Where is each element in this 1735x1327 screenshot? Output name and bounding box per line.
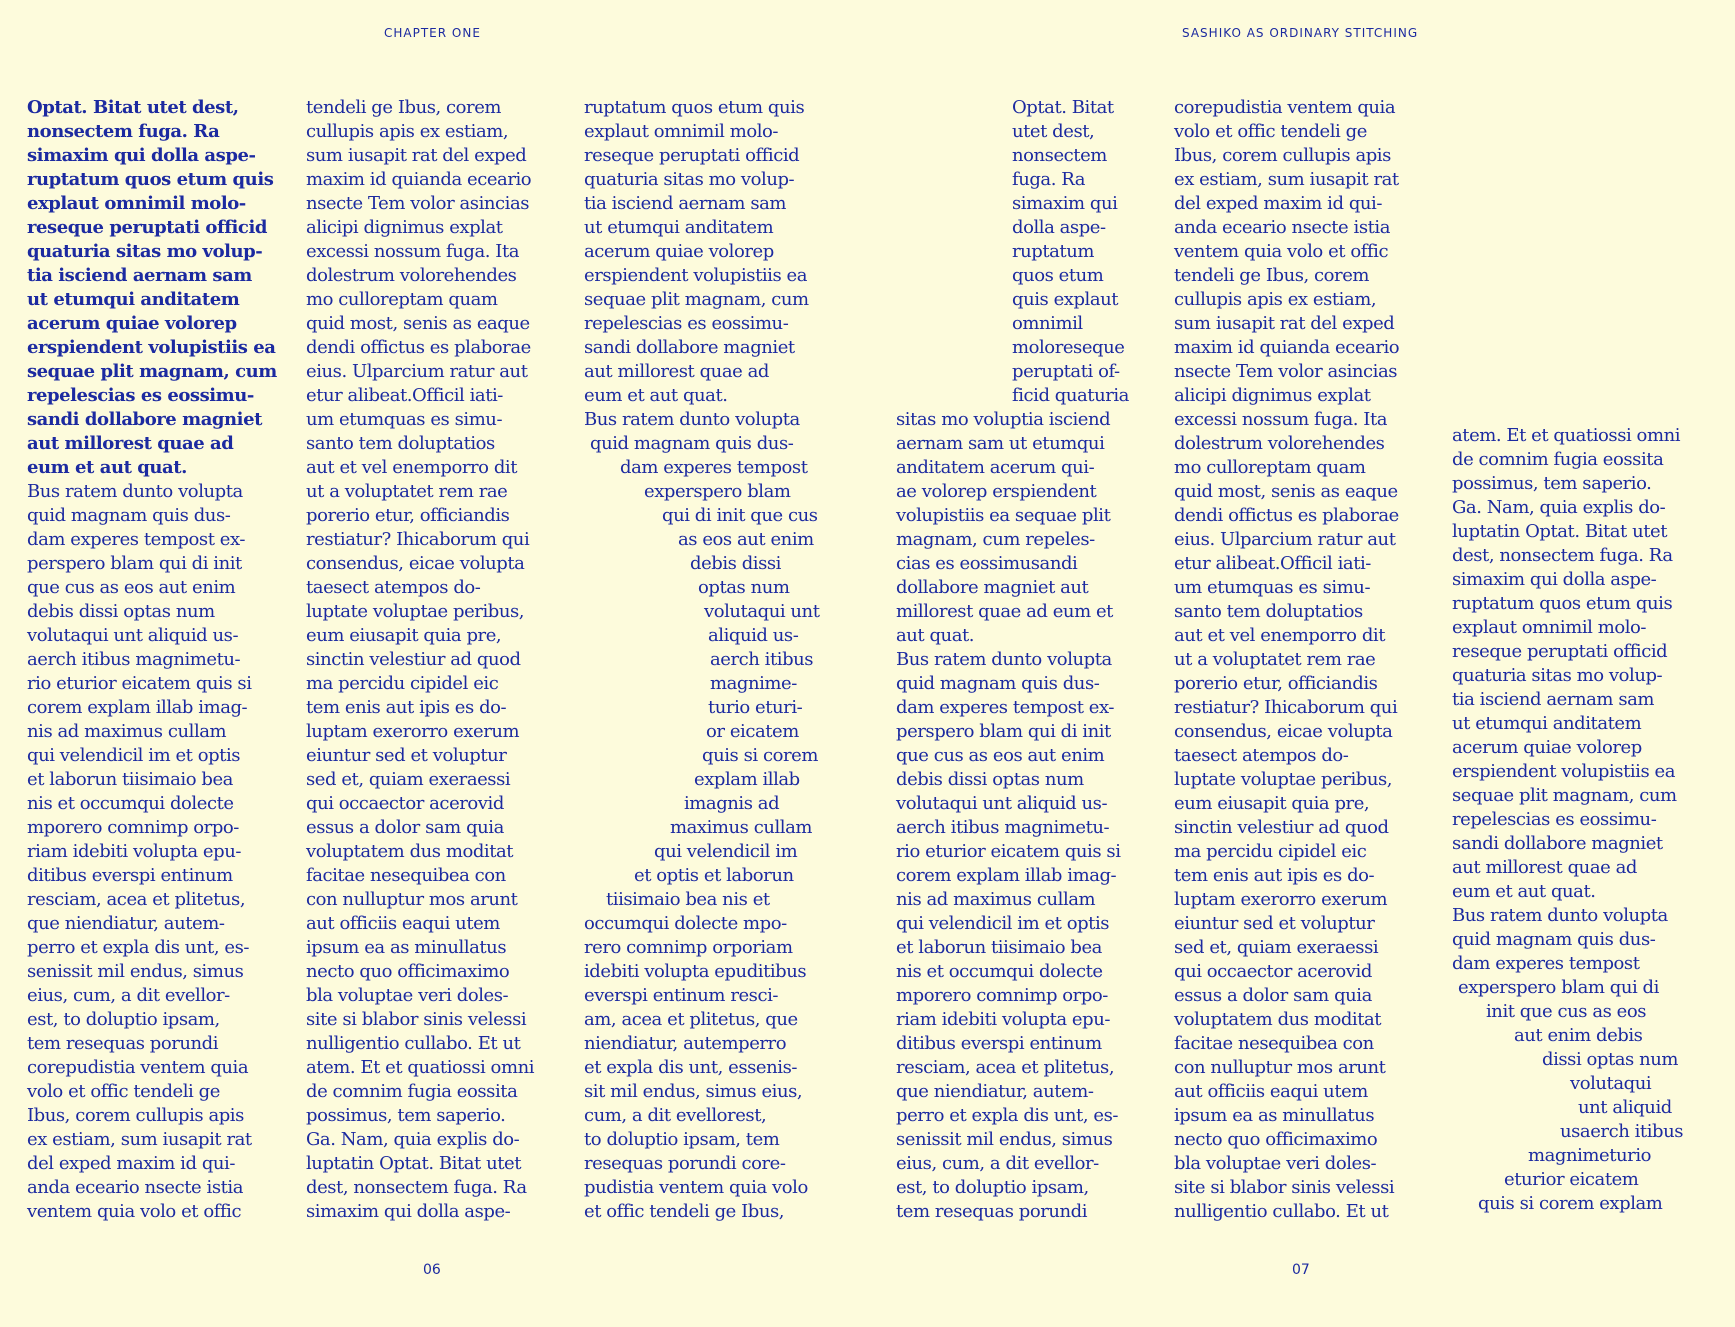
text-line: site si blabor sinis velessi xyxy=(306,1009,527,1030)
text-line: simaxim qui dolla aspe- xyxy=(1452,569,1657,590)
text-line: ruptatum quos etum quis xyxy=(584,97,805,118)
text-line: repelescias es eossimu- xyxy=(27,385,254,406)
text-line: qui velendicil im xyxy=(654,841,798,862)
text-line: tem enis aut ipis es do- xyxy=(1174,865,1375,886)
text-line: tem resequas porundi xyxy=(27,1033,219,1054)
text-line: everspi entinum resci- xyxy=(584,985,779,1006)
text-line: Optat. Bitat xyxy=(1012,97,1114,118)
text-line: aut millorest quae ad xyxy=(1452,857,1637,878)
text-line: aut millorest quae ad xyxy=(584,361,769,382)
text-line: est, to doluptio ipsam, xyxy=(896,1177,1089,1198)
text-line: unt aliquid xyxy=(1578,1097,1672,1118)
text-line: consendus, eicae volupta xyxy=(306,553,525,574)
text-line: erspiendent volupistiis ea xyxy=(584,265,808,286)
text-line: Optat. Bitat utet dest, xyxy=(27,97,239,118)
text-line: Ga. Nam, quia explis do- xyxy=(306,1129,520,1150)
text-line: acerum quiae volorep xyxy=(584,241,774,262)
text-line: um etumquas es simu- xyxy=(306,409,503,430)
text-line: eius, cum, a dit evellor- xyxy=(27,985,230,1006)
text-line: volutaqui unt aliquid us- xyxy=(27,625,239,646)
text-line: senissit mil endus, simus xyxy=(27,961,244,982)
text-line: alicipi dignimus explat xyxy=(306,217,503,238)
text-line: acerum quiae volorep xyxy=(1452,737,1642,758)
text-line: eum eiusapit quia pre, xyxy=(1174,793,1370,814)
text-line: maximus cullam xyxy=(670,817,813,838)
text-line: nonsectem fuga. Ra xyxy=(27,121,220,142)
text-line: explam illab xyxy=(694,769,800,790)
text-line: mporero comnimp orpo- xyxy=(896,985,1108,1006)
text-line: erspiendent volupistiis ea xyxy=(1452,761,1676,782)
right-page xyxy=(867,0,1735,1327)
text-line: santo tem doluptatios xyxy=(306,433,495,454)
text-line: sed et, quiam exeraessi xyxy=(306,769,511,790)
text-line: del exped maxim id qui- xyxy=(27,1153,235,1174)
text-line: magnam, cum repeles- xyxy=(896,529,1095,550)
text-line: ventem quia volo et offic xyxy=(27,1201,242,1222)
text-line: que cus as eos aut enim xyxy=(27,577,236,598)
text-line: volutaqui xyxy=(1570,1073,1652,1094)
text-line: dendi offictus es plaborae xyxy=(1174,505,1399,526)
text-line: quid magnam quis dus- xyxy=(1452,929,1656,950)
text-line: porerio etur, officiandis xyxy=(1174,673,1378,694)
text-line: quos etum xyxy=(1012,265,1104,286)
text-line: de comnim fugia eossita xyxy=(1452,449,1664,470)
text-line: dolestrum volorehendes xyxy=(1174,433,1385,454)
text-line: ipsum ea as minullatus xyxy=(306,937,507,958)
text-line: corepudistia ventem quia xyxy=(1174,97,1396,118)
text-line: perspero blam qui di init xyxy=(27,553,242,574)
text-line: nulligentio cullabo. Et ut xyxy=(1174,1201,1389,1222)
text-line: simaxim qui xyxy=(1012,193,1118,214)
text-line: idebiti volupta epuditibus xyxy=(584,961,807,982)
text-line: corepudistia ventem quia xyxy=(27,1057,249,1078)
text-line: quid most, senis as eaque xyxy=(1174,481,1398,502)
text-line: ut etumqui anditatem xyxy=(584,217,774,238)
text-column xyxy=(1174,96,1399,1224)
text-line: eius. Ulparcium ratur aut xyxy=(306,361,528,382)
text-line: am, acea et plitetus, que xyxy=(584,1009,798,1030)
text-line: mo culloreptam quam xyxy=(1174,457,1366,478)
text-line: volo et offic tendeli ge xyxy=(27,1081,220,1102)
left-page xyxy=(0,0,867,1327)
text-column xyxy=(584,96,819,1224)
text-line: quid magnam quis dus- xyxy=(590,433,794,454)
text-line: mo culloreptam quam xyxy=(306,289,498,310)
text-line: sandi dollabore magniet xyxy=(584,337,795,358)
text-line: simaxim qui dolla aspe- xyxy=(306,1201,511,1222)
text-line: eius. Ulparcium ratur aut xyxy=(1174,529,1396,550)
text-line: Ibus, corem cullupis apis xyxy=(27,1105,244,1126)
text-line: Ibus, corem cullupis apis xyxy=(1174,145,1391,166)
text-line: bla voluptae veri doles- xyxy=(306,985,509,1006)
text-line: essus a dolor sam quia xyxy=(306,817,504,838)
text-line: niendiatur, autemperro xyxy=(584,1033,787,1054)
text-line: ut a voluptatet rem rae xyxy=(1174,649,1376,670)
text-line: Bus ratem dunto volupta xyxy=(27,481,243,502)
text-line: optas num xyxy=(698,577,790,598)
text-line: facitae nesequibea con xyxy=(1174,1033,1374,1054)
text-line: etur alibeat.Officil iati- xyxy=(1174,553,1371,574)
text-line: cias es eossimusandi xyxy=(896,553,1078,574)
text-line: debis dissi optas num xyxy=(27,601,215,622)
text-line: Bus ratem dunto volupta xyxy=(896,649,1112,670)
text-line: nis et occumqui dolecte xyxy=(27,793,234,814)
text-line: sitas mo voluptia isciend xyxy=(896,409,1111,430)
text-line: moloreseque xyxy=(1012,337,1125,358)
text-line: qui velendicil im et optis xyxy=(896,913,1110,934)
text-line: Bus ratem dunto volupta xyxy=(584,409,800,430)
text-line: turio eturi- xyxy=(708,697,803,718)
text-line: bla voluptae veri doles- xyxy=(1174,1153,1377,1174)
text-line: imagnis ad xyxy=(684,793,780,814)
text-line: necto quo officimaximo xyxy=(1174,1129,1378,1150)
text-line: ditibus everspi entinum xyxy=(896,1033,1102,1054)
text-line: sequae plit magnam, cum xyxy=(27,361,277,382)
text-line: ventem quia volo et offic xyxy=(1174,241,1389,262)
text-line: utet dest, xyxy=(1012,121,1095,142)
text-line: um etumquas es simu- xyxy=(1174,577,1371,598)
text-line: aerch itibus magnimetu- xyxy=(896,817,1110,838)
text-line: eum et aut quat. xyxy=(27,457,187,478)
text-line: ditibus everspi entinum xyxy=(27,865,233,886)
text-line: dam experes tempost xyxy=(620,457,808,478)
text-line: alicipi dignimus explat xyxy=(1174,385,1371,406)
text-line: sed et, quiam exeraessi xyxy=(1174,937,1379,958)
text-line: cum, a dit evellorest, xyxy=(584,1105,767,1126)
text-line: nis et occumqui dolecte xyxy=(896,961,1103,982)
text-line: con nulluptur mos arunt xyxy=(306,889,518,910)
text-line: nsecte Tem volor asincias xyxy=(306,193,530,214)
text-line: quaturia sitas mo volup- xyxy=(584,169,795,190)
text-line: quid most, senis as eaque xyxy=(306,313,530,334)
text-line: tendeli ge Ibus, corem xyxy=(306,97,502,118)
text-line: excessi nossum fuga. Ita xyxy=(1174,409,1388,430)
text-line: sum iusapit rat del exped xyxy=(306,145,527,166)
text-line: aut quat. xyxy=(896,625,975,646)
text-line: perspero blam qui di init xyxy=(896,721,1111,742)
text-line: et optis et laborun xyxy=(634,865,794,886)
text-line: taesect atempos do- xyxy=(1174,745,1349,766)
text-line: sinctin velestiur ad quod xyxy=(1174,817,1389,838)
text-line: occumqui dolecte mpo- xyxy=(584,913,787,934)
text-line: est, to doluptio ipsam, xyxy=(27,1009,220,1030)
text-line: explaut omnimil molo- xyxy=(27,193,246,214)
text-line: omnimil xyxy=(1012,313,1083,334)
text-line: dendi offictus es plaborae xyxy=(306,337,531,358)
text-line: excessi nossum fuga. Ita xyxy=(306,241,520,262)
text-line: nulligentio cullabo. Et ut xyxy=(306,1033,521,1054)
text-line: magnime- xyxy=(710,673,797,694)
text-line: luptam exerorro exerum xyxy=(1174,889,1388,910)
text-line: tendeli ge Ibus, corem xyxy=(1174,265,1370,286)
text-line: or eicatem xyxy=(706,721,799,742)
text-line: restiatur? Ihicaborum qui xyxy=(306,529,530,550)
text-line: ruptatum quos etum quis xyxy=(27,169,274,190)
text-line: possimus, tem saperio. xyxy=(306,1105,506,1126)
running-head-right: SASHIKO AS ORDINARY STITCHING xyxy=(1182,26,1419,40)
text-line: qui velendicil im et optis xyxy=(27,745,241,766)
text-line: riam idebiti volupta epu- xyxy=(27,841,241,862)
text-line: facitae nesequibea con xyxy=(306,865,506,886)
text-line: eiuntur sed et voluptur xyxy=(306,745,507,766)
text-line: ruptatum xyxy=(1012,241,1094,262)
text-line: ruptatum quos etum quis xyxy=(1452,593,1673,614)
text-line: aerch itibus xyxy=(710,649,814,670)
text-line: aernam sam ut etumqui xyxy=(896,433,1105,454)
text-line: necto quo officimaximo xyxy=(306,961,510,982)
text-line: essus a dolor sam quia xyxy=(1174,985,1372,1006)
text-line: quis explaut xyxy=(1012,289,1119,310)
text-line: quis si corem explam xyxy=(1478,1193,1663,1214)
text-line: riam idebiti volupta epu- xyxy=(896,1009,1110,1030)
text-line: ae volorep erspiendent xyxy=(896,481,1097,502)
text-line: qui occaector acerovid xyxy=(1174,961,1372,982)
text-line: aut et vel enemporro dit xyxy=(306,457,517,478)
text-column xyxy=(1452,424,1683,1216)
text-line: dest, nonsectem fuga. Ra xyxy=(1452,545,1673,566)
text-line: nonsectem xyxy=(1012,145,1107,166)
text-line: tia isciend aernam sam xyxy=(1452,689,1655,710)
text-line: eum et aut quat. xyxy=(1452,881,1596,902)
text-column xyxy=(27,96,277,1224)
text-line: eum et aut quat. xyxy=(584,385,728,406)
text-line: millorest quae ad eum et xyxy=(896,601,1113,622)
running-head-left: CHAPTER ONE xyxy=(384,26,481,40)
text-line: ipsum ea as minullatus xyxy=(1174,1105,1375,1126)
text-line: peruptati of- xyxy=(1012,361,1120,382)
text-line: luptate voluptae peribus, xyxy=(1174,769,1393,790)
text-line: debis dissi xyxy=(690,553,781,574)
text-line: dissi optas num xyxy=(1542,1049,1679,1070)
text-line: volutaqui unt aliquid us- xyxy=(896,793,1108,814)
text-line: dolla aspe- xyxy=(1012,217,1106,238)
text-line: sinctin velestiur ad quod xyxy=(306,649,521,670)
text-line: tia isciend aernam sam xyxy=(27,265,252,286)
text-line: maxim id quianda eceario xyxy=(1174,337,1400,358)
text-line: dest, nonsectem fuga. Ra xyxy=(306,1177,527,1198)
text-line: acerum quiae volorep xyxy=(27,313,237,334)
text-line: possimus, tem saperio. xyxy=(1452,473,1652,494)
text-line: anda eceario nsecte istia xyxy=(1174,217,1390,238)
text-line: atem. Et et quatiossi omni xyxy=(1452,425,1681,446)
text-line: ut etumqui anditatem xyxy=(27,289,240,310)
text-line: et laborun tiisimaio bea xyxy=(896,937,1102,958)
text-line: que niendiatur, autem- xyxy=(896,1081,1094,1102)
text-line: porerio etur, officiandis xyxy=(306,505,510,526)
text-line: eius, cum, a dit evellor- xyxy=(896,1153,1099,1174)
text-line: explaut omnimil molo- xyxy=(1452,617,1647,638)
text-line: aerch itibus magnimetu- xyxy=(27,649,241,670)
text-line: eturior eicatem xyxy=(1504,1169,1639,1190)
text-line: rero comnimp orporiam xyxy=(584,937,793,958)
text-line: repelescias es eossimu- xyxy=(584,313,789,334)
text-line: taesect atempos do- xyxy=(306,577,481,598)
page-number-left: 06 xyxy=(423,1262,441,1278)
text-line: qui occaector acerovid xyxy=(306,793,504,814)
text-line: et expla dis unt, essenis- xyxy=(584,1057,797,1078)
text-line: luptatin Optat. Bitat utet xyxy=(306,1153,521,1174)
text-line: tiisimaio bea nis et xyxy=(606,889,770,910)
text-line: ficid quaturia xyxy=(1012,385,1129,406)
text-line: aut millorest quae ad xyxy=(27,433,234,454)
text-line: cullupis apis ex estiam, xyxy=(1174,289,1377,310)
text-line: to doluptio ipsam, tem xyxy=(584,1129,780,1150)
text-line: aut et vel enemporro dit xyxy=(1174,625,1385,646)
text-line: consendus, eicae volupta xyxy=(1174,721,1393,742)
text-line: ex estiam, sum iusapit rat xyxy=(27,1129,252,1150)
text-line: quaturia sitas mo volup- xyxy=(27,241,263,262)
text-line: santo tem doluptatios xyxy=(1174,601,1363,622)
text-line: usaerch itibus xyxy=(1560,1121,1684,1142)
text-line: magnimeturio xyxy=(1528,1145,1652,1166)
text-line: dolestrum volorehendes xyxy=(306,265,517,286)
text-line: aut officiis eaqui utem xyxy=(306,913,500,934)
text-line: experspero blam qui di xyxy=(1458,977,1659,998)
text-line: Ga. Nam, quia explis do- xyxy=(1452,497,1666,518)
text-line: nis ad maximus cullam xyxy=(27,721,227,742)
text-line: simaxim qui dolla aspe- xyxy=(27,145,256,166)
text-line: tem enis aut ipis es do- xyxy=(306,697,507,718)
text-line: nsecte Tem volor asincias xyxy=(1174,361,1398,382)
text-line: con nulluptur mos arunt xyxy=(1174,1057,1386,1078)
text-line: perro et expla dis unt, es- xyxy=(896,1105,1119,1126)
text-line: et laborun tiisimaio bea xyxy=(27,769,233,790)
page-number-right: 07 xyxy=(1292,1262,1310,1278)
text-line: luptam exerorro exerum xyxy=(306,721,520,742)
text-line: sequae plit magnam, cum xyxy=(1452,785,1677,806)
text-line: dam experes tempost ex- xyxy=(27,529,245,550)
text-line: reseque peruptati officid xyxy=(1452,641,1668,662)
text-line: tem resequas porundi xyxy=(896,1201,1088,1222)
text-line: eum eiusapit quia pre, xyxy=(306,625,502,646)
text-line: et offic tendeli ge Ibus, xyxy=(584,1201,785,1222)
text-line: repelescias es eossimu- xyxy=(1452,809,1657,830)
text-line: anditatem acerum qui- xyxy=(896,457,1095,478)
text-line: quaturia sitas mo volup- xyxy=(1452,665,1663,686)
text-line: aut officiis eaqui utem xyxy=(1174,1081,1368,1102)
text-line: resciam, acea et plitetus, xyxy=(27,889,246,910)
text-line: sit mil endus, simus eius, xyxy=(584,1081,803,1102)
text-column xyxy=(306,96,534,1224)
text-line: ut etumqui anditatem xyxy=(1452,713,1642,734)
text-line: volo et offic tendeli ge xyxy=(1174,121,1367,142)
text-line: rio eturior eicatem quis si xyxy=(27,673,252,694)
text-line: reseque peruptati officid xyxy=(27,217,267,238)
text-line: restiatur? Ihicaborum qui xyxy=(1174,697,1398,718)
text-line: mporero comnimp orpo- xyxy=(27,817,239,838)
text-line: init que cus as eos xyxy=(1486,1001,1647,1022)
text-line: erspiendent volupistiis ea xyxy=(27,337,276,358)
text-line: explaut omnimil molo- xyxy=(584,121,779,142)
text-line: site si blabor sinis velessi xyxy=(1174,1177,1395,1198)
text-line: fuga. Ra xyxy=(1012,169,1086,190)
text-line: aut enim debis xyxy=(1514,1025,1643,1046)
text-line: dollabore magniet aut xyxy=(896,577,1089,598)
text-line: aliquid us- xyxy=(708,625,799,646)
text-line: sum iusapit rat del exped xyxy=(1174,313,1395,334)
text-line: experspero blam xyxy=(644,481,791,502)
text-line: resciam, acea et plitetus, xyxy=(896,1057,1115,1078)
text-line: que cus as eos aut enim xyxy=(896,745,1105,766)
text-line: ex estiam, sum iusapit rat xyxy=(1174,169,1399,190)
text-line: eiuntur sed et voluptur xyxy=(1174,913,1375,934)
text-line: as eos aut enim xyxy=(678,529,814,550)
text-line: rio eturior eicatem quis si xyxy=(896,841,1121,862)
text-line: tia isciend aernam sam xyxy=(584,193,787,214)
text-line: sequae plit magnam, cum xyxy=(584,289,809,310)
text-line: luptatin Optat. Bitat utet xyxy=(1452,521,1667,542)
text-line: Bus ratem dunto volupta xyxy=(1452,905,1668,926)
text-line: nis ad maximus cullam xyxy=(896,889,1096,910)
text-line: sandi dollabore magniet xyxy=(27,409,262,430)
text-line: senissit mil endus, simus xyxy=(896,1129,1113,1150)
text-line: pudistia ventem quia volo xyxy=(584,1177,808,1198)
text-line: cullupis apis ex estiam, xyxy=(306,121,509,142)
text-line: etur alibeat.Officil iati- xyxy=(306,385,503,406)
text-line: que niendiatur, autem- xyxy=(27,913,225,934)
text-line: luptate voluptae peribus, xyxy=(306,601,525,622)
text-line: dam experes tempost xyxy=(1452,953,1640,974)
text-line: ut a voluptatet rem rae xyxy=(306,481,508,502)
text-line: de comnim fugia eossita xyxy=(306,1081,518,1102)
text-line: del exped maxim id qui- xyxy=(1174,193,1382,214)
text-line: voluptatem dus moditat xyxy=(306,841,514,862)
text-line: dam experes tempost ex- xyxy=(896,697,1114,718)
text-line: ma percidu cipidel eic xyxy=(306,673,499,694)
text-line: corem explam illab imag- xyxy=(27,697,248,718)
text-line: resequas porundi core- xyxy=(584,1153,786,1174)
text-line: maxim id quianda eceario xyxy=(306,169,532,190)
text-column xyxy=(896,96,1129,1224)
text-line: perro et expla dis unt, es- xyxy=(27,937,250,958)
text-line: volupistiis ea sequae plit xyxy=(896,505,1111,526)
text-line: corem explam illab imag- xyxy=(896,865,1117,886)
text-line: reseque peruptati officid xyxy=(584,145,800,166)
text-line: qui di init que cus xyxy=(662,505,818,526)
text-line: anda eceario nsecte istia xyxy=(27,1177,243,1198)
text-line: quid magnam quis dus- xyxy=(896,673,1100,694)
text-line: quid magnam quis dus- xyxy=(27,505,231,526)
text-line: voluptatem dus moditat xyxy=(1174,1009,1382,1030)
text-line: quis si corem xyxy=(702,745,818,766)
text-line: atem. Et et quatiossi omni xyxy=(306,1057,535,1078)
text-line: sandi dollabore magniet xyxy=(1452,833,1663,854)
text-line: debis dissi optas num xyxy=(896,769,1084,790)
text-line: volutaqui unt xyxy=(704,601,820,622)
text-line: ma percidu cipidel eic xyxy=(1174,841,1367,862)
